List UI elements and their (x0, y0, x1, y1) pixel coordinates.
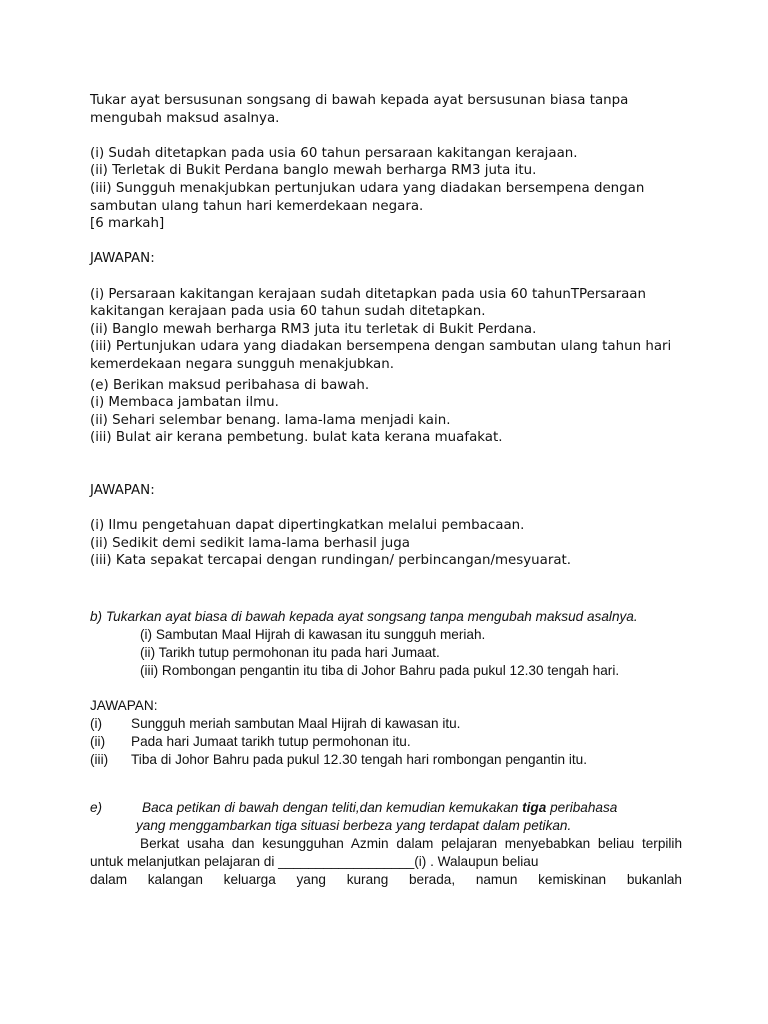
q2-item-3: (iii) Bulat air kerana pembetung. bulat kata kerana muafakat. (90, 430, 503, 446)
q2-answer-2: (ii) Sedikit demi sedikit lama-lama berhasil juga (90, 535, 410, 551)
q4-instruction-a: Baca petikan di bawah dengan teliti,dan kemudian kemukakan (142, 800, 523, 816)
q3-item-2: (ii) Tarikh tutup permohonan itu pada hari Jumaat. (140, 644, 440, 660)
q3-item-3: (iii) Rombongan pengantin itu tiba di Johor Bahru pada pukul 12.30 tengah hari. (140, 662, 620, 678)
q1-marks: [6 markah] (90, 216, 165, 232)
q1-instruction: Tukar ayat bersusunan songsang di bawah kepada ayat bersusunan biasa tanpa mengubah maksud asalnya. (90, 93, 629, 126)
q1-item-1: (i) Sudah ditetapkan pada usia 60 tahun persaraan kakitangan kerajaan. (90, 145, 578, 161)
document-page (90, 92, 682, 889)
q4-passage-line1: Berkat usaha dan kesungguhan Azmin dalam pelajaran menyebabkan beliau terpilih untuk melanjutkan pelajaran di __________________(i) . Walaupun beliau (90, 836, 682, 870)
q3-answer-2-num: (ii) (90, 734, 106, 750)
q4-passage-line2: dalam kalangan keluarga yang kurang berada, namun kemiskinan bukanlah (90, 872, 682, 888)
q2-answer-1: (i) Ilmu pengetahuan dapat dipertingkatkan melalui pembacaan. (90, 518, 525, 534)
q4-instruction-bold: tiga (522, 800, 547, 816)
q3-answer-2-text: Pada hari Jumaat tarikh tutup permohonan itu. (131, 734, 411, 750)
q1-answer-label: JAWAPAN: (90, 251, 155, 267)
q2-answer-label: JAWAPAN: (90, 482, 155, 498)
q1-answer-2: (ii) Banglo mewah berharga RM3 juta itu terletak di Bukit Perdana. (90, 321, 537, 337)
q3-answer-1 (90, 715, 682, 733)
q3-answer-2 (90, 733, 682, 751)
q3-instruction: b) Tukarkan ayat biasa di bawah kepada ayat songsang tanpa mengubah maksud asalnya. (90, 608, 638, 624)
q3-answer-3-num: (iii) (90, 752, 109, 768)
q4-instruction (90, 799, 682, 817)
q3-answer-label: JAWAPAN: (90, 698, 158, 714)
q2-item-2: (ii) Sehari selembar benang. lama-lama menjadi kain. (90, 412, 451, 428)
q2-answer-3: (iii) Kata sepakat tercapai dengan rundingan/ perbincangan/mesyuarat. (90, 553, 572, 569)
q3-answer-3-text: Tiba di Johor Bahru pada pukul 12.30 tengah hari rombongan pengantin itu. (131, 752, 587, 768)
q1-item-3: (iii) Sungguh menakjubkan pertunjukan udara yang diadakan bersempena dengan sambutan ulang tahun hari kemerdekaan negara. (90, 180, 645, 214)
q2-heading: (e) Berikan maksud peribahasa di bawah. (90, 377, 370, 393)
q4-instruction-cont: yang menggambarkan tiga situasi berbeza yang terdapat dalam petikan. (136, 818, 572, 834)
q1-answer-1: (i) Persaraan kakitangan kerajaan sudah ditetapkan pada usia 60 tahunTPersaraan kakitangan kerajaan pada usia 60 tahun sudah ditetapkan. (90, 286, 646, 320)
q3-answer-3 (90, 751, 682, 769)
q3-answer-1-num: (i) (90, 716, 103, 732)
q2-item-1: (i) Membaca jambatan ilmu. (90, 395, 279, 411)
q4-instruction-b: peribahasa (546, 800, 618, 816)
q1-answer-3: (iii) Pertunjukan udara yang diadakan bersempena dengan sambutan ulang tahun hari kemerdekaan negara sungguh menakjubkan. (90, 339, 672, 372)
q3-answer-1-text: Sungguh meriah sambutan Maal Hijrah di kawasan itu. (131, 716, 461, 732)
q4-label: e) (90, 800, 103, 816)
q1-item-2: (ii) Terletak di Bukit Perdana banglo mewah berharga RM3 juta itu. (90, 163, 537, 179)
q3-item-1: (i) Sambutan Maal Hijrah di kawasan itu sungguh meriah. (140, 626, 486, 642)
